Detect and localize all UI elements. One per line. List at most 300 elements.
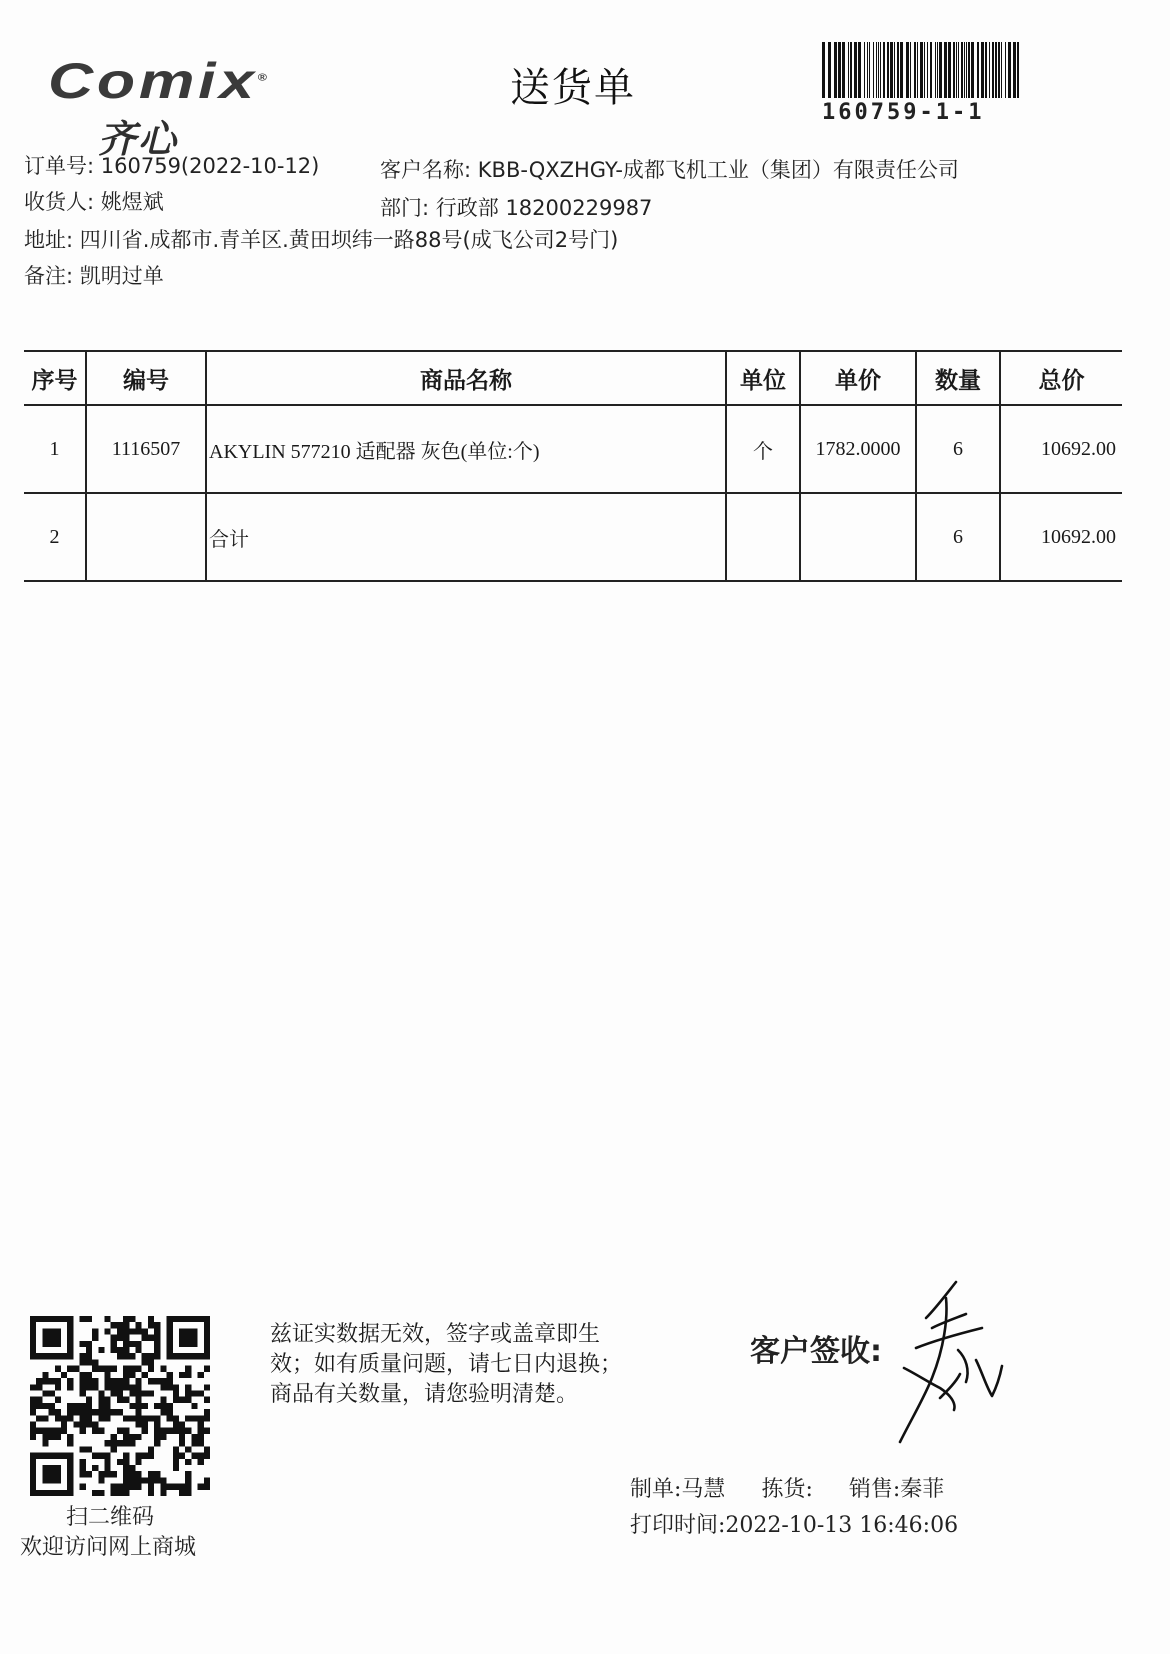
qr-module — [73, 1409, 79, 1415]
qr-module — [55, 1428, 61, 1434]
qr-module — [123, 1328, 129, 1334]
cell-name: AKYLIN 577210 适配器 灰色(单位:个) — [206, 405, 726, 493]
qr-module — [204, 1453, 210, 1459]
qr-module — [86, 1347, 92, 1353]
department-label: 部门: — [380, 196, 430, 220]
qr-module — [136, 1390, 142, 1396]
barcode-bar — [927, 42, 928, 98]
print-time-label: 打印时间: — [630, 1513, 726, 1538]
qr-module — [142, 1422, 148, 1428]
qr-module — [123, 1428, 129, 1434]
barcode-bar — [867, 42, 868, 98]
qr-module — [30, 1434, 36, 1440]
qr-module — [36, 1415, 42, 1421]
qr-module — [80, 1372, 86, 1378]
qr-module — [179, 1422, 185, 1428]
qr-module — [123, 1434, 129, 1440]
qr-module — [104, 1459, 110, 1465]
qr-module — [111, 1322, 117, 1328]
handwritten-signature — [896, 1278, 1008, 1448]
qr-module — [160, 1484, 166, 1490]
remark-label: 备注: — [24, 264, 74, 288]
qr-module — [80, 1316, 86, 1322]
order-label: 订单号: — [24, 154, 95, 178]
qr-module — [129, 1353, 135, 1359]
qr-module — [86, 1384, 92, 1390]
qr-module — [123, 1384, 129, 1390]
qr-module — [185, 1477, 191, 1483]
qr-module — [104, 1384, 110, 1390]
qr-module — [198, 1390, 204, 1396]
qr-module — [160, 1409, 166, 1415]
qr-module — [173, 1465, 179, 1471]
barcode-bar — [935, 42, 936, 98]
qr-module — [167, 1378, 173, 1384]
qr-caption-line1: 扫二维码 — [66, 1505, 155, 1530]
barcode-bar — [850, 42, 852, 98]
barcode-bar — [966, 42, 967, 98]
qr-module — [98, 1347, 104, 1353]
cell-qty: 6 — [916, 405, 1000, 493]
qr-module — [123, 1465, 129, 1471]
qr-module — [154, 1422, 160, 1428]
qr-module — [154, 1415, 160, 1421]
barcode-bar — [848, 42, 849, 98]
qr-module — [198, 1422, 204, 1428]
column-header-name: 商品名称 — [206, 351, 726, 405]
barcode-bar — [917, 42, 918, 98]
qr-module — [111, 1347, 117, 1353]
qr-module — [86, 1415, 92, 1421]
qr-module — [111, 1378, 117, 1384]
qr-module — [92, 1384, 98, 1390]
qr-module — [204, 1384, 210, 1390]
qr-module — [123, 1415, 129, 1421]
qr-module — [55, 1366, 61, 1372]
qr-module — [154, 1347, 160, 1353]
qr-module — [136, 1409, 142, 1415]
qr-module — [73, 1422, 79, 1428]
barcode-number: 160759-1-1 — [822, 100, 985, 125]
qr-module — [111, 1384, 117, 1390]
qr-module — [73, 1366, 79, 1372]
qr-module — [142, 1335, 148, 1341]
qr-module — [185, 1397, 191, 1403]
qr-module — [104, 1440, 110, 1446]
qr-module — [198, 1415, 204, 1421]
qr-module — [173, 1484, 179, 1490]
qr-module — [136, 1341, 142, 1347]
qr-module — [42, 1372, 48, 1378]
qr-module — [129, 1384, 135, 1390]
qr-module — [142, 1359, 148, 1365]
barcode-bar — [1005, 42, 1006, 98]
qr-module — [123, 1459, 129, 1465]
qr-module — [123, 1484, 129, 1490]
qr-module — [42, 1434, 48, 1440]
qr-module — [49, 1434, 55, 1440]
qr-module — [148, 1378, 154, 1384]
barcode-bar — [869, 42, 870, 98]
qr-module — [55, 1434, 61, 1440]
qr-module — [129, 1372, 135, 1378]
qr-module — [80, 1428, 86, 1434]
qr-module — [98, 1403, 104, 1409]
qr-module — [191, 1403, 197, 1409]
qr-module — [148, 1353, 154, 1359]
qr-module — [154, 1477, 160, 1483]
qr-module — [86, 1471, 92, 1477]
barcode-bar — [971, 42, 974, 98]
qr-module — [30, 1428, 36, 1434]
qr-module — [36, 1384, 42, 1390]
qr-module — [61, 1422, 67, 1428]
qr-module — [98, 1397, 104, 1403]
qr-module — [129, 1465, 135, 1471]
customer-signature-label: 客户签收: — [750, 1334, 882, 1369]
barcode-bar — [964, 42, 965, 98]
qr-module — [136, 1384, 142, 1390]
barcode-bar — [864, 42, 865, 98]
qr-module — [86, 1409, 92, 1415]
qr-module — [129, 1415, 135, 1421]
qr-module — [98, 1409, 104, 1415]
receiver — [24, 186, 164, 216]
qr-module — [36, 1428, 42, 1434]
barcode-bar — [1008, 42, 1011, 98]
qr-module — [73, 1403, 79, 1409]
qr-module — [80, 1384, 86, 1390]
column-header-code: 编号 — [86, 351, 206, 405]
qr-module — [160, 1397, 166, 1403]
notice-text — [270, 1320, 670, 1410]
qr-module — [179, 1434, 185, 1440]
qr-module — [80, 1446, 86, 1452]
qr-module — [117, 1428, 123, 1434]
qr-module — [185, 1490, 191, 1496]
qr-module — [179, 1397, 185, 1403]
qr-module — [160, 1477, 166, 1483]
qr-module — [86, 1422, 92, 1428]
qr-module — [80, 1359, 86, 1365]
sales-value: 秦菲 — [900, 1477, 945, 1502]
qr-module — [179, 1490, 185, 1496]
qr-module — [123, 1335, 129, 1341]
qr-module — [154, 1403, 160, 1409]
qr-module — [98, 1390, 104, 1396]
qr-module — [185, 1428, 191, 1434]
qr-module — [123, 1366, 129, 1372]
qr-module — [154, 1322, 160, 1328]
column-header-qty: 数量 — [916, 351, 1000, 405]
qr-module — [80, 1459, 86, 1465]
cell-price — [800, 493, 916, 581]
table-row — [24, 405, 1122, 493]
qr-module — [98, 1366, 104, 1372]
qr-module — [80, 1484, 86, 1490]
qr-module — [160, 1428, 166, 1434]
barcode-bar — [894, 42, 895, 98]
barcode-bar — [897, 42, 899, 98]
qr-module — [42, 1415, 48, 1421]
qr-module — [111, 1440, 117, 1446]
qr-module — [148, 1359, 154, 1365]
qr-module — [117, 1347, 123, 1353]
cell-unit: 个 — [726, 405, 800, 493]
order-value: 160759(2022-10-12) — [100, 154, 320, 178]
qr-module — [136, 1434, 142, 1440]
qr-module — [123, 1490, 129, 1496]
customer-value: KBB-QXZHGY-成都飞机工业（集团）有限责任公司 — [477, 158, 959, 182]
qr-module — [117, 1440, 123, 1446]
barcode-bar — [968, 42, 970, 98]
column-header-seq: 序号 — [24, 351, 86, 405]
qr-module — [142, 1328, 148, 1334]
receiver-value: 姚煜斌 — [100, 190, 164, 214]
qr-module — [185, 1384, 191, 1390]
qr-module — [154, 1353, 160, 1359]
qr-module — [67, 1434, 73, 1440]
qr-module — [55, 1397, 61, 1403]
print-time-value: 2022-10-13 16:46:06 — [725, 1513, 959, 1538]
barcode-bar — [858, 42, 861, 98]
qr-module — [167, 1384, 173, 1390]
qr-module — [123, 1440, 129, 1446]
barcode-bar — [1017, 42, 1019, 98]
qr-module — [61, 1415, 67, 1421]
qr-module — [117, 1322, 123, 1328]
qr-module — [36, 1403, 42, 1409]
qr-module — [160, 1434, 166, 1440]
qr-module — [42, 1328, 61, 1347]
qr-module — [148, 1446, 154, 1452]
qr-module — [111, 1366, 117, 1372]
qr-module — [111, 1484, 117, 1490]
qr-module — [160, 1384, 166, 1390]
qr-module — [136, 1453, 142, 1459]
qr-module — [204, 1409, 210, 1415]
barcode-bar — [1001, 42, 1002, 98]
qr-module — [42, 1440, 48, 1446]
qr-module — [104, 1403, 110, 1409]
qr-module — [129, 1328, 135, 1334]
qr-module — [55, 1378, 61, 1384]
qr-module — [136, 1415, 142, 1421]
qr-module — [179, 1484, 185, 1490]
qr-module — [142, 1372, 148, 1378]
qr-module — [104, 1372, 110, 1378]
qr-module — [86, 1353, 92, 1359]
qr-module — [30, 1403, 36, 1409]
cell-unit — [726, 493, 800, 581]
customer-name — [380, 154, 959, 184]
qr-module — [111, 1446, 117, 1452]
qr-module — [136, 1322, 142, 1328]
barcode-bar — [900, 42, 903, 98]
qr-module — [67, 1378, 73, 1384]
qr-module — [154, 1428, 160, 1434]
customer-label: 客户名称: — [380, 158, 472, 182]
table-header-row — [24, 351, 1122, 405]
qr-module — [86, 1403, 92, 1409]
qr-module — [111, 1434, 117, 1440]
barcode-bar — [842, 42, 845, 98]
receiver-label: 收货人: — [24, 190, 95, 214]
order-number — [24, 150, 319, 180]
qr-module — [142, 1390, 148, 1396]
cell-code — [86, 493, 206, 581]
qr-module — [142, 1353, 148, 1359]
qr-module — [173, 1415, 179, 1421]
qr-module — [160, 1378, 166, 1384]
qr-module — [148, 1366, 154, 1372]
qr-module — [111, 1390, 117, 1396]
qr-module — [123, 1471, 129, 1477]
items-table — [24, 350, 1122, 582]
qr-module — [67, 1409, 73, 1415]
qr-module — [67, 1415, 73, 1421]
qr-module — [123, 1372, 129, 1378]
remark — [24, 260, 164, 290]
barcode-bar — [854, 42, 857, 98]
qr-module — [129, 1440, 135, 1446]
qr-module — [129, 1366, 135, 1372]
qr-module — [98, 1453, 104, 1459]
qr-module — [136, 1459, 142, 1465]
qr-module — [154, 1328, 160, 1334]
qr-module — [167, 1428, 173, 1434]
qr-module — [136, 1471, 142, 1477]
qr-module — [104, 1328, 110, 1334]
qr-module — [123, 1477, 129, 1483]
qr-module — [136, 1366, 142, 1372]
qr-module — [191, 1434, 197, 1440]
qr-module — [104, 1316, 110, 1322]
qr-module — [198, 1453, 204, 1459]
barcode-bar — [914, 42, 916, 98]
barcode-bar — [883, 42, 885, 98]
qr-module — [154, 1471, 160, 1477]
qr-module — [173, 1397, 179, 1403]
qr-module — [104, 1397, 110, 1403]
qr-module — [167, 1415, 173, 1421]
qr-module — [92, 1328, 98, 1334]
qr-module — [204, 1415, 210, 1421]
qr-module — [98, 1490, 104, 1496]
remark-value: 凯明过单 — [79, 264, 164, 288]
qr-module — [173, 1390, 179, 1396]
qr-module — [173, 1422, 179, 1428]
qr-module — [129, 1403, 135, 1409]
qr-module — [92, 1366, 98, 1372]
qr-code — [30, 1316, 210, 1496]
address-value: 四川省.成都市.青羊区.黄田坝纬一路88号(成飞公司2号门) — [79, 228, 619, 252]
qr-module — [49, 1409, 55, 1415]
column-header-price: 单价 — [800, 351, 916, 405]
qr-module — [98, 1471, 104, 1477]
qr-module — [173, 1459, 179, 1465]
qr-module — [92, 1428, 98, 1434]
qr-module — [117, 1328, 123, 1334]
qr-module — [136, 1422, 142, 1428]
qr-module — [104, 1366, 110, 1372]
barcode-bar — [944, 42, 947, 98]
qr-module — [49, 1403, 55, 1409]
qr-module — [148, 1415, 154, 1421]
qr-module — [204, 1446, 210, 1452]
qr-module — [42, 1403, 48, 1409]
qr-module — [136, 1347, 142, 1353]
qr-module — [117, 1490, 123, 1496]
qr-module — [42, 1390, 48, 1396]
qr-module — [61, 1428, 67, 1434]
qr-module — [111, 1409, 117, 1415]
qr-module — [55, 1415, 61, 1421]
qr-module — [30, 1384, 36, 1390]
qr-module — [80, 1409, 86, 1415]
qr-module — [80, 1465, 86, 1471]
qr-module — [104, 1415, 110, 1421]
qr-module — [98, 1415, 104, 1421]
barcode — [822, 42, 1024, 98]
barcode-bar — [998, 42, 1000, 98]
footer-print-time — [630, 1508, 958, 1539]
qr-module — [30, 1422, 36, 1428]
qr-module — [148, 1335, 154, 1341]
maker-label: 制单: — [630, 1477, 682, 1502]
qr-module — [148, 1477, 154, 1483]
document-title: 送货单 — [510, 65, 636, 111]
barcode-bar — [876, 42, 877, 98]
brand-logo-cn: 齐心 — [98, 117, 179, 161]
barcode-bar — [992, 42, 994, 98]
barcode-bar — [989, 42, 990, 98]
notice-line: 商品有关数量，请您验明清楚。 — [270, 1382, 579, 1407]
barcode-bar — [838, 42, 841, 98]
qr-module — [160, 1490, 166, 1496]
barcode-bar — [937, 42, 938, 98]
barcode-bar — [985, 42, 987, 98]
qr-module — [129, 1316, 135, 1322]
qr-module — [191, 1415, 197, 1421]
qr-module — [154, 1378, 160, 1384]
qr-module — [154, 1341, 160, 1347]
qr-module — [185, 1366, 191, 1372]
qr-module — [86, 1446, 92, 1452]
qr-module — [30, 1409, 36, 1415]
qr-module — [42, 1465, 61, 1484]
qr-module — [136, 1477, 142, 1483]
qr-module — [198, 1440, 204, 1446]
qr-module — [92, 1453, 98, 1459]
qr-module — [36, 1397, 42, 1403]
qr-module — [67, 1384, 73, 1390]
qr-module — [80, 1390, 86, 1396]
qr-module — [204, 1477, 210, 1483]
qr-module — [92, 1409, 98, 1415]
qr-module — [148, 1453, 154, 1459]
qr-module — [136, 1397, 142, 1403]
barcode-bar — [834, 42, 837, 98]
qr-module — [123, 1353, 129, 1359]
barcode-bar — [822, 42, 825, 98]
barcode-bar — [981, 42, 984, 98]
qr-module — [198, 1428, 204, 1434]
qr-module — [111, 1490, 117, 1496]
qr-module — [142, 1428, 148, 1434]
qr-module — [49, 1428, 55, 1434]
qr-module — [154, 1434, 160, 1440]
